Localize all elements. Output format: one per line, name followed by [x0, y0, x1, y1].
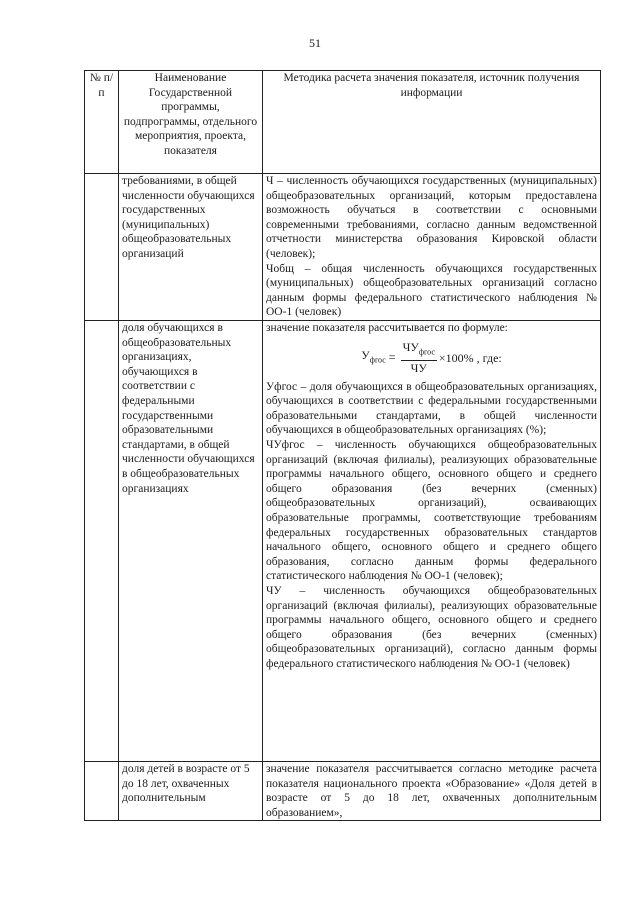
header-name: Наименование Государственной программы, подпрограммы, отдельного мероприятия, проекта, показателя	[119, 71, 263, 174]
formula-intro: значение показателя рассчитывается по формуле:	[266, 322, 508, 334]
indicator-table	[84, 70, 601, 821]
row-number-cell	[85, 174, 119, 321]
method-paragraph: Ч – численность обучающихся государственных (муниципальных) общеобразовательных организаций, которым предоставлена возможность обучаться в соответствии с основными современными требованиями, согласно данным ведомственной отчетности министерства образования Кировской области (человек);	[266, 175, 597, 260]
method-cell	[263, 174, 601, 321]
formula-tail: ×100% , где:	[438, 350, 502, 365]
method-paragraph: Чобщ – общая численность обучающихся государственных (муниципальных) общеобразовательных организаций согласно данным формы федерального статистического наблюдения № ОО-1 (человек)	[266, 262, 597, 319]
table-row	[85, 321, 601, 762]
formula-lhs: $У_{фгос}$	[361, 347, 386, 365]
table-row	[85, 174, 601, 321]
table-row	[85, 762, 601, 821]
header-method: Методика расчета значения показателя, источник получения информации	[263, 71, 601, 174]
method-paragraph: значение показателя рассчитывается согласно методике расчета показателя национального проекта «Образование» «Доля детей в возрасте от 5 до 18 лет, охваченных дополнительным образованием»,	[266, 763, 597, 819]
indicator-name: требованиями, в общей численности обучающихся государственных (муниципальных) общеобразовательных организаций	[119, 174, 263, 321]
table-header-row	[85, 71, 601, 174]
formula: $У_{фгос}$ = $\frac{ЧУ_{фгос}}{ЧУ}$ ×100% , где:	[361, 340, 502, 375]
indicator-name: доля обучающихся в общеобразовательных организациях, обучающихся в соответствии с федеральными государственными образовательными стандартами, в общей численности обучающихся в общеобразовательных организациях	[119, 321, 263, 762]
method-paragraph: ЧУфгос – численность обучающихся общеобразовательных организаций (включая филиалы), реализующих образовательные программы начального общего, основного общего и среднего общего образования (без вечерних (сменных) общеобразовательных организаций), осваивающих образовательные программы, соответствующие требованиям федеральных государственных образовательных стандартов начального общего, основного общего и среднего общего образования, согласно данным формы федерального статистического наблюдения № ОО-1 (человек);	[266, 438, 597, 583]
method-paragraph: ЧУ – численность обучающихся общеобразовательных организаций (включая филиалы), реализующих образовательные программы начального общего, основного общего и среднего общего образования (без вечерних (сменных) общеобразовательных организаций), согласно данным формы федерального статистического наблюдения № ОО-1 (человек)	[266, 584, 597, 670]
method-cell	[263, 762, 601, 821]
method-paragraph: Уфгос – доля обучающихся в общеобразовательных организациях, обучающихся в соответствии с федеральными государственными образовательными стандартами, в общей численности обучающихся в общеобразовательных организациях (%);	[266, 380, 597, 437]
page-number: 51	[309, 36, 321, 50]
row-number-cell	[85, 762, 119, 821]
indicator-name: доля детей в возрасте от 5 до 18 лет, охваченных дополнительным	[119, 762, 263, 821]
header-number: № п/п	[85, 71, 119, 174]
formula-fraction: $\frac{ЧУ_{фгос}}{ЧУ}$	[402, 340, 435, 375]
row-number-cell	[85, 321, 119, 762]
method-cell	[263, 321, 601, 762]
